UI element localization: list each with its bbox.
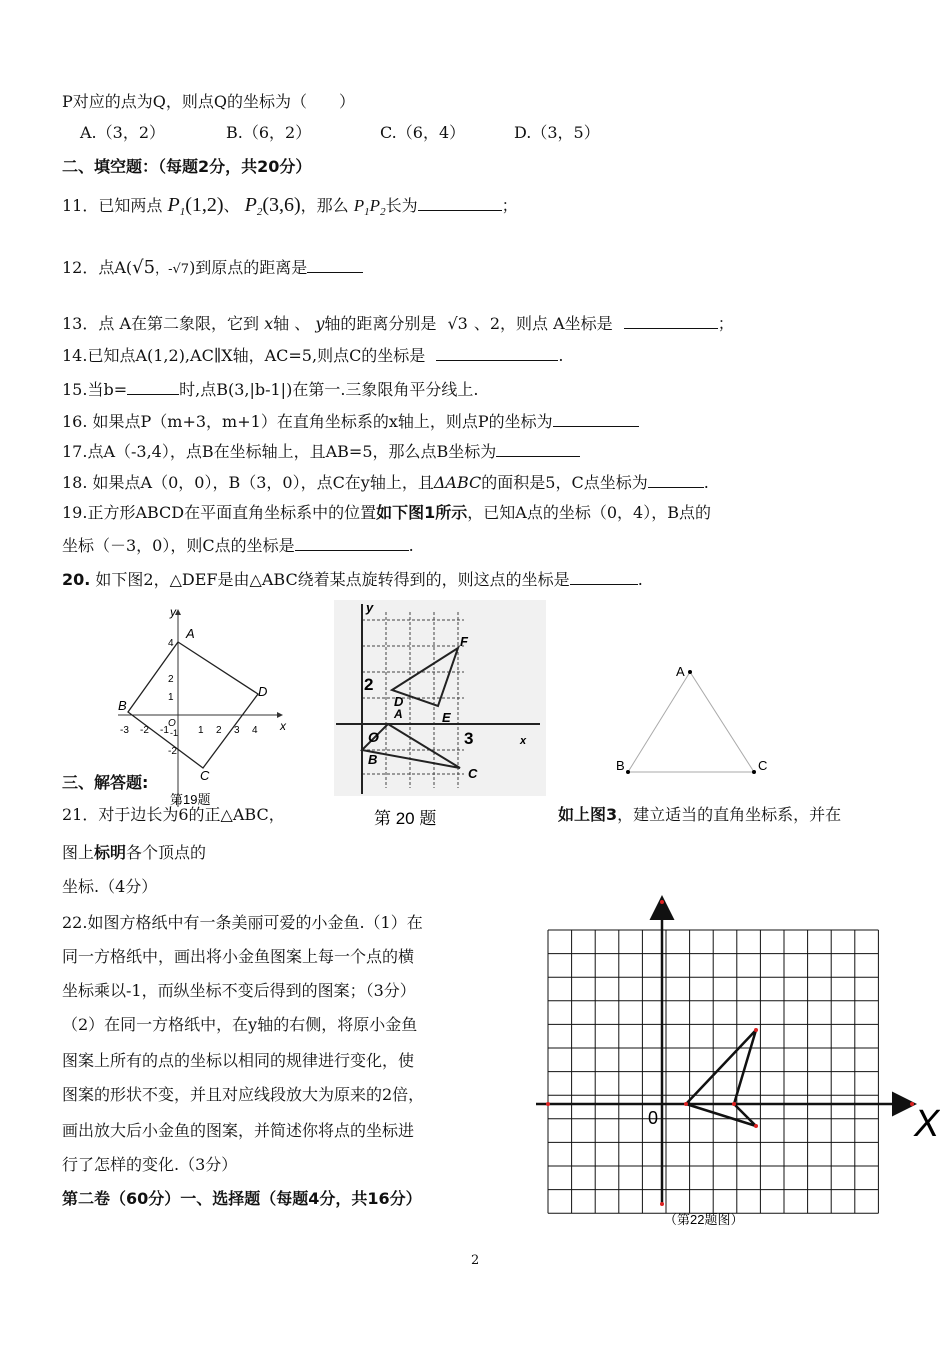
q15 — [62, 378, 479, 401]
fig22-dot — [660, 1202, 664, 1206]
fig3-label-a: A — [676, 664, 685, 679]
q19-a: 19.正方形ABCD在平面直角坐标系中的位置 — [62, 503, 377, 522]
fig19-tick-y3: 1 — [168, 692, 174, 703]
q13-prefix: 13．点 A在第二象限，它到 — [62, 314, 260, 333]
q21-bold: 如上图3 — [558, 805, 618, 824]
fig19-tick-x7: 4 — [252, 725, 258, 736]
q17-text: 17.点A（-3,4），点B在坐标轴上，且AB=5，那么点B坐标为 — [62, 442, 497, 461]
fig20-label-e: E — [442, 710, 451, 725]
fig19-label-o: O — [168, 718, 176, 729]
q18-end: . — [703, 473, 709, 492]
q18-b: 的面积是5，C点坐标为 — [481, 473, 648, 492]
fig19-label-a: A — [186, 626, 195, 641]
q20-end: . — [637, 570, 643, 589]
q12-comma: ，- — [155, 262, 173, 277]
q11-answer-blank[interactable] — [418, 194, 502, 211]
q14-end: . — [558, 346, 564, 365]
q12-answer-blank[interactable] — [307, 256, 363, 273]
q13-end: ； — [717, 314, 734, 333]
q10-stem: P对应的点为Q，则点Q的坐标为（ ） — [62, 92, 356, 111]
q10-option-c: C.（6，4） — [380, 123, 466, 142]
q18-triangle: ΔABC — [433, 473, 482, 492]
q13-y: y — [315, 314, 325, 333]
q15-answer-blank[interactable] — [127, 378, 179, 395]
fig3-point-c — [752, 770, 756, 774]
q11-end: ； — [501, 196, 518, 215]
q22-line2: 同一方格纸中，画出将小金鱼图案上每一个点的横 — [62, 947, 415, 966]
section3-heading: 三、解答题: — [62, 773, 149, 792]
q14-text: 14.已知点A(1,2),AC∥X轴，AC=5,则点C的坐标是 — [62, 346, 426, 365]
fig20-label-b: B — [368, 752, 378, 767]
q22-line8: 行了怎样的变化.（3分） — [62, 1155, 238, 1174]
fig19-tick-y2: 2 — [168, 674, 174, 685]
q13-mid3: 、2，则点 A坐标是 — [473, 314, 613, 333]
fig19-tick-x2: -2 — [140, 725, 149, 736]
q11-mid: ，那么 — [300, 196, 349, 215]
fig22-dot — [684, 1102, 688, 1106]
q15-a: 15.当b= — [62, 380, 128, 399]
fig19-tick-y1: 4 — [168, 638, 174, 649]
fig22-fish — [686, 1030, 756, 1126]
fig22-dot — [660, 900, 664, 904]
q20 — [62, 568, 643, 591]
q18 — [62, 471, 709, 494]
fig20-label-2: 2 — [364, 675, 374, 694]
fig22-dot — [546, 1102, 550, 1106]
q22-line7: 画出放大后小金鱼的图案，并简述你将点的坐标进 — [62, 1121, 415, 1140]
figure-20 — [330, 598, 548, 830]
q10-option-b: B.（6，2） — [226, 123, 312, 142]
fig19-y-label: y — [170, 605, 176, 619]
q13-x: x — [264, 314, 274, 333]
q13 — [62, 312, 734, 335]
fig3-point-b — [626, 770, 630, 774]
figure-3-triangle — [608, 656, 778, 782]
fig19-tick-y4: -1 — [170, 728, 179, 738]
fig22-dot — [754, 1028, 758, 1032]
q22-line5: 图案上所有的点的坐标以相同的规律进行变化，使 — [62, 1051, 415, 1070]
q17-answer-blank[interactable] — [496, 440, 580, 457]
fig19-tick-x5: 2 — [216, 725, 222, 736]
fig3-point-a — [688, 670, 692, 674]
q22-line1: 22.如图方格纸中有一条美丽可爱的小金鱼.（1）在 — [62, 913, 423, 932]
q13-root: √3 — [447, 314, 468, 333]
q11-p2: $P_2(3,6)$ — [244, 194, 301, 218]
q11 — [62, 194, 518, 223]
q14-answer-blank[interactable] — [436, 344, 558, 361]
fig20-y-label: y — [366, 600, 374, 615]
q13-answer-blank[interactable] — [624, 312, 718, 329]
fig20-label-c: C — [468, 766, 478, 781]
fig3-label-c: C — [758, 758, 768, 773]
page-number: 2 — [471, 1253, 480, 1268]
q12-root2: √7 — [172, 262, 190, 277]
q19-line2 — [62, 534, 414, 557]
fig20-x-label: x — [520, 735, 527, 747]
fig22-origin-label: 0 — [648, 1108, 659, 1128]
figure-22 — [536, 894, 940, 1238]
q11-segment: $P_1P_2$ — [353, 196, 386, 218]
q18-answer-blank[interactable] — [648, 471, 704, 488]
q22-line3: 坐标乘以-1，而纵坐标不变后得到的图案；（3分） — [62, 981, 416, 1000]
fig3-label-b: B — [616, 758, 625, 773]
fig22-dot — [754, 1124, 758, 1128]
fig20-caption: 第 20 题 — [374, 809, 437, 828]
fig19-caption: 第19题 — [170, 792, 211, 807]
q17 — [62, 440, 580, 463]
q10-option-a: A.（3，2） — [80, 123, 166, 142]
q22-line4: （2）在同一方格纸中，在y轴的右侧，将原小金鱼 — [62, 1015, 418, 1034]
q19-bold: 如下图1所示 — [376, 503, 468, 522]
fig19-tick-y5: -2 — [168, 746, 177, 757]
q19-line1 — [62, 502, 711, 524]
fig19-tick-x1: -3 — [120, 725, 129, 736]
q21-bold2: 标明 — [94, 843, 127, 862]
fig22-caption: （第22题图） — [664, 1212, 744, 1227]
q13-mid2: 轴的距离分别是 — [324, 314, 437, 333]
q11-sep: 、 — [223, 196, 240, 215]
q14 — [62, 344, 564, 367]
q21-line2 — [62, 842, 206, 864]
q19-line2-text: 坐标（－3，0），则C点的坐标是 — [62, 536, 295, 555]
q22-line6: 图案的形状不变，并且对应线段放大为原来的2倍， — [62, 1085, 425, 1104]
fig19-tick-x6: 3 — [234, 725, 240, 736]
fig19-x-label: x — [280, 719, 286, 733]
q21-line2b: 各个顶点的 — [126, 843, 207, 862]
q10-option-d: D.（3，5） — [514, 123, 600, 142]
q21-line1a: 21．对于边长为6的正△ABC， — [62, 805, 285, 824]
q21-line1b — [558, 804, 841, 826]
fig20-label-a: A — [394, 707, 403, 721]
q11-prefix: 11．已知两点 — [62, 196, 163, 215]
q13-mid1: 轴 、 — [273, 314, 311, 333]
q12-root1: √5 — [132, 257, 156, 278]
q11-suffix: 长为 — [385, 196, 418, 215]
part2-heading: 第二卷（60分）一、选择题（每题4分，共16分） — [62, 1189, 422, 1208]
q16 — [62, 410, 639, 433]
q12-prefix: 12．点A( — [62, 258, 133, 277]
q21-line2a: 图上 — [62, 843, 95, 862]
q15-b: 时,点B(3,|b-1|)在第一.三象限角平分线上. — [179, 380, 479, 399]
fig19-tick-x3: -1 — [160, 725, 169, 736]
fig19-label-b: B — [118, 698, 127, 713]
fig19-tick-x4: 1 — [198, 725, 204, 736]
q18-a: 18. 如果点A（0，0），B（3，0），点C在y轴上，且 — [62, 473, 434, 492]
fig20-label-f: F — [460, 634, 468, 649]
fig3-triangle — [628, 672, 754, 772]
q20-number: 20. — [62, 570, 91, 589]
q19-end: . — [408, 536, 414, 555]
fig22-x-label: X — [914, 1103, 940, 1145]
fig19-label-c: C — [200, 768, 210, 783]
fig20-label-o: O — [368, 729, 379, 745]
q11-p1: $P_1(1,2)$ — [167, 194, 224, 218]
q12 — [62, 256, 363, 281]
q16-text: 16. 如果点P（m+3，m+1）在直角坐标系的x轴上，则点P的坐标为 — [62, 412, 553, 431]
fig20-label-d: D — [394, 694, 404, 709]
q19-answer-blank[interactable] — [295, 534, 409, 551]
q21-b: ，建立适当的直角坐标系，并在 — [617, 805, 842, 824]
q16-answer-blank[interactable] — [553, 410, 639, 427]
fig22-dot — [732, 1102, 736, 1106]
fig19-label-d: D — [258, 684, 268, 699]
q20-text: 如下图2，△DEF是由△ABC绕着某点旋转得到的，则这点的坐标是 — [90, 570, 570, 589]
fig19-square — [128, 642, 258, 768]
q19-b: ，已知A点的坐标（0，4），B点的 — [467, 503, 711, 522]
fig20-label-3: 3 — [464, 729, 474, 748]
q20-answer-blank[interactable] — [570, 568, 638, 585]
section2-heading: 二、填空题：（每题2分，共20分） — [62, 157, 312, 176]
q12-suffix: )到原点的距离是 — [189, 258, 308, 277]
q21-line3: 坐标.（4分） — [62, 877, 158, 896]
